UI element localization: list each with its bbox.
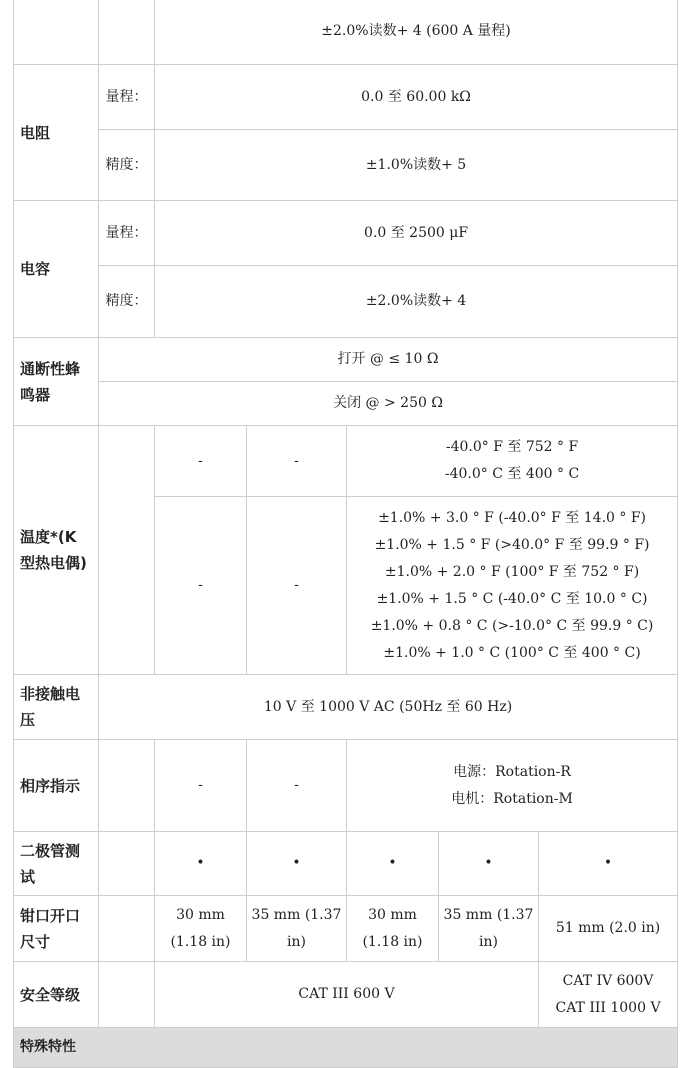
dash-cell: -	[155, 497, 247, 675]
empty-cell	[99, 426, 155, 675]
jaw-size-cell: 51 mm (2.0 in)	[539, 896, 678, 962]
spec-table	[13, 0, 678, 1068]
temperature-label: 温度*(K 型热电偶)	[14, 426, 99, 675]
safety-line: CAT IV 600V	[562, 972, 654, 989]
capacitance-label: 电容	[14, 201, 99, 338]
ncv-label: 非接触电压	[14, 675, 99, 740]
jaw-size-line: 35 mm (1.37	[251, 906, 342, 923]
table-row	[14, 896, 678, 962]
jaw-size-line: (1.18 in)	[170, 933, 231, 950]
resistance-accuracy-label: 精度：	[99, 130, 155, 201]
table-row	[14, 675, 678, 740]
temperature-accuracy-line: ±1.0% + 1.0 ° C (100° C 至 400 ° C)	[383, 644, 641, 661]
safety-line: CAT III 1000 V	[555, 999, 661, 1016]
jaw-size-cell	[247, 896, 347, 962]
resistance-range-value: 0.0 至 60.00 kΩ	[155, 65, 678, 130]
temperature-accuracy-line: ±1.0% + 2.0 ° F (100° F 至 752 ° F)	[384, 563, 640, 580]
temperature-range-line: -40.0° F 至 752 ° F	[445, 439, 579, 455]
empty-cell	[99, 0, 155, 65]
diode-label: 二极管测试	[14, 832, 99, 896]
table-row	[14, 426, 678, 497]
resistance-accuracy-value: ±1.0%读数+ 5	[155, 130, 678, 201]
jaw-size-line: (1.18 in)	[362, 933, 423, 950]
table-row	[14, 382, 678, 426]
dash-cell: -	[247, 740, 347, 832]
current-accuracy-value: ±2.0%读数+ 4 (600 A 量程)	[155, 0, 678, 65]
safety-label: 安全等级	[14, 962, 99, 1028]
jaw-size-line: 35 mm (1.37	[443, 906, 534, 923]
phase-value	[347, 740, 678, 832]
temperature-accuracy	[347, 497, 678, 675]
capacitance-range-value: 0.0 至 2500 μF	[155, 201, 678, 266]
dash-cell: -	[247, 497, 347, 675]
ncv-value: 10 V 至 1000 V AC (50Hz 至 60 Hz)	[99, 675, 678, 740]
temperature-range-line: -40.0° C 至 400 ° C	[444, 466, 580, 482]
safety-value: CAT III 600 V	[155, 962, 539, 1028]
dot-cell: •	[439, 832, 539, 896]
table-row	[14, 740, 678, 832]
continuity-label: 通断性蜂鸣器	[14, 338, 99, 426]
capacitance-range-label: 量程：	[99, 201, 155, 266]
jaw-size-cell	[347, 896, 439, 962]
empty-cell	[14, 0, 99, 65]
empty-cell	[99, 962, 155, 1028]
capacitance-accuracy-value: ±2.0%读数+ 4	[155, 266, 678, 338]
resistance-range-label: 量程：	[99, 65, 155, 130]
table-row	[14, 0, 678, 65]
temperature-range	[347, 426, 678, 497]
table-row	[14, 832, 678, 896]
empty-cell	[99, 832, 155, 896]
jaw-size-cell	[439, 896, 539, 962]
special-features-header: 特殊特性	[14, 1028, 678, 1068]
table-row	[14, 338, 678, 382]
resistance-label: 电阻	[14, 65, 99, 201]
dot-cell: •	[247, 832, 347, 896]
phase-line: 电源：Rotation-R	[453, 763, 571, 780]
temperature-accuracy-line: ±1.0% + 1.5 ° C (-40.0° C 至 10.0 ° C)	[376, 590, 648, 607]
jaw-size-line: 30 mm	[368, 906, 417, 923]
dash-cell: -	[247, 426, 347, 497]
jaw-size-cell	[155, 896, 247, 962]
phase-line: 电机：Rotation-M	[451, 790, 573, 807]
table-row	[14, 65, 678, 130]
phase-label: 相序指示	[14, 740, 99, 832]
jaw-size-line: in)	[287, 933, 306, 950]
jaw-size-line: 30 mm	[176, 906, 225, 923]
dash-cell: -	[155, 740, 247, 832]
dot-cell: •	[539, 832, 678, 896]
dot-cell: •	[347, 832, 439, 896]
table-row	[14, 1028, 678, 1068]
empty-cell	[99, 896, 155, 962]
continuity-closed-value: 关闭 @ > 250 Ω	[99, 382, 678, 426]
safety-value-last	[539, 962, 678, 1028]
table-row	[14, 201, 678, 266]
jaw-size-line: in)	[479, 933, 498, 950]
dot-cell: •	[155, 832, 247, 896]
capacitance-accuracy-label: 精度：	[99, 266, 155, 338]
temperature-accuracy-line: ±1.0% + 1.5 ° F (>40.0° F 至 99.9 ° F)	[374, 536, 650, 553]
dash-cell: -	[155, 426, 247, 497]
table-row	[14, 962, 678, 1028]
table-row	[14, 266, 678, 338]
temperature-accuracy-line: ±1.0% + 3.0 ° F (-40.0° F 至 14.0 ° F)	[378, 509, 646, 526]
table-row	[14, 130, 678, 201]
jaw-label: 钳口开口尺寸	[14, 896, 99, 962]
continuity-open-value: 打开 @ ≤ 10 Ω	[99, 338, 678, 382]
temperature-accuracy-line: ±1.0% + 0.8 ° C (>-10.0° C 至 99.9 ° C)	[370, 617, 654, 634]
empty-cell	[99, 740, 155, 832]
